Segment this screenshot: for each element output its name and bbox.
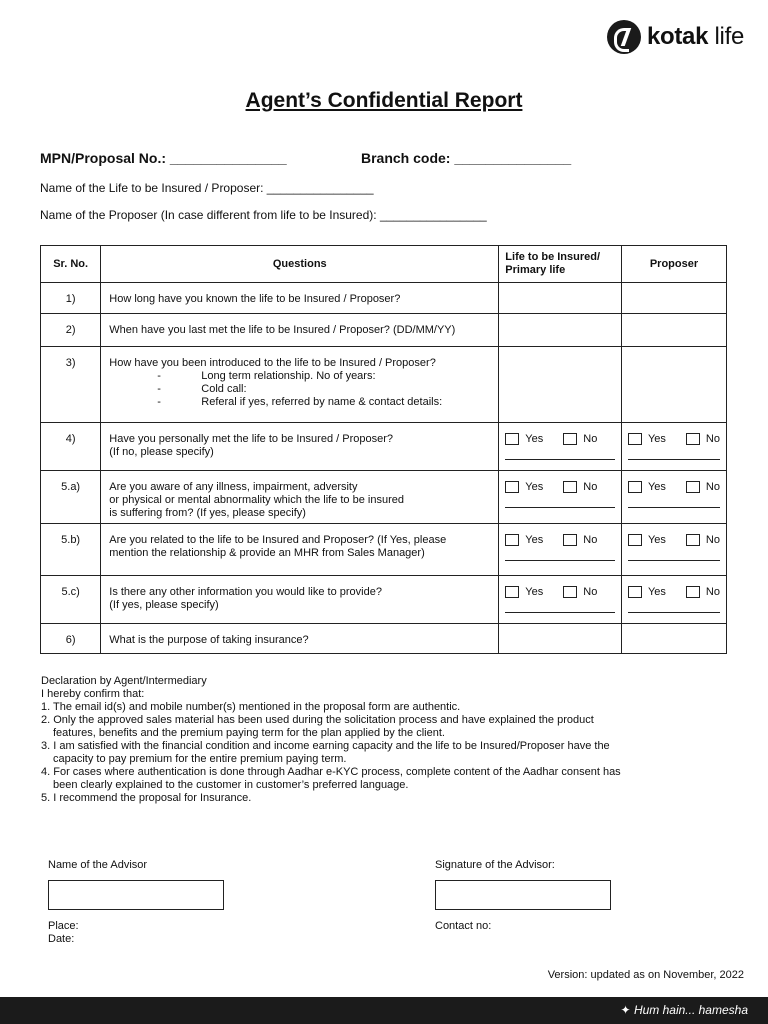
advisor-signature-input[interactable]: [435, 880, 611, 910]
col-sr-no: Sr. No.: [41, 246, 101, 283]
no-checkbox[interactable]: [686, 534, 700, 546]
version-note: Version: updated as on November, 2022: [547, 969, 744, 981]
table-row: 6) What is the purpose of taking insurance?: [41, 624, 727, 654]
table-row: 1) How long have you known the life to be Insured / Proposer?: [41, 283, 727, 314]
answer-cell-life[interactable]: [499, 283, 622, 314]
answer-cell-life[interactable]: [499, 314, 622, 347]
no-checkbox[interactable]: [563, 433, 577, 445]
yes-checkbox[interactable]: [628, 481, 642, 493]
answer-cell-proposer[interactable]: [621, 624, 726, 654]
tagline: ✦ Hum hain... hamesha: [620, 1003, 748, 1017]
table-row: 5.c) Is there any other information you would like to provide? (If yes, please specify) Yes No Yes No: [41, 576, 727, 624]
advisor-name-label: Name of the Advisor: [48, 859, 148, 871]
yes-checkbox[interactable]: [628, 433, 642, 445]
mpn-field[interactable]: MPN/Proposal No.: _______________: [40, 150, 287, 166]
table-row: 3) How have you been introduced to the life to be Insured / Proposer? - Long term relationship. No of years: - Cold call: - Referal if yes, referred by name & contact details:: [41, 347, 727, 423]
life-insured-field[interactable]: Name of the Life to be Insured / Proposer: ________________: [40, 181, 374, 195]
specify-line[interactable]: [505, 507, 615, 508]
answer-cell-life[interactable]: [499, 347, 622, 423]
answer-cell-proposer[interactable]: [621, 283, 726, 314]
table-row: 5.a) Are you aware of any illness, impairment, adversity or physical or mental abnormality which the life to be insured is suffering from? (If yes, please specify) Yes No Yes No: [41, 471, 727, 524]
no-checkbox[interactable]: [686, 433, 700, 445]
no-checkbox[interactable]: [686, 586, 700, 598]
col-proposer: Proposer: [621, 246, 726, 283]
advisor-name-input[interactable]: [48, 880, 224, 910]
specify-line[interactable]: [628, 560, 720, 561]
branch-code-field[interactable]: Branch code: _______________: [361, 150, 572, 166]
table-row: 2) When have you last met the life to be Insured / Proposer? (DD/MM/YY): [41, 314, 727, 347]
specify-line[interactable]: [628, 507, 720, 508]
logo-wordmark: kotak life: [646, 23, 744, 50]
yes-checkbox[interactable]: [505, 481, 519, 493]
no-checkbox[interactable]: [563, 481, 577, 493]
kotak-logo-icon: [607, 20, 641, 54]
date-label[interactable]: Date:: [48, 933, 75, 945]
specify-line[interactable]: [628, 459, 720, 460]
brand-logo: [607, 20, 744, 54]
no-checkbox[interactable]: [563, 534, 577, 546]
figure-icon: ✦: [620, 1003, 631, 1017]
yes-checkbox[interactable]: [628, 534, 642, 546]
col-life-insured: Life to be Insured/ Primary life: [499, 246, 622, 283]
place-label[interactable]: Place:: [48, 920, 79, 932]
specify-line[interactable]: [628, 612, 720, 613]
yes-checkbox[interactable]: [505, 433, 519, 445]
answer-cell-life[interactable]: [499, 624, 622, 654]
specify-line[interactable]: [505, 560, 615, 561]
yes-checkbox[interactable]: [505, 534, 519, 546]
questions-table: [40, 245, 727, 654]
answer-cell-proposer[interactable]: [621, 347, 726, 423]
contact-label[interactable]: Contact no:: [435, 920, 492, 932]
specify-line[interactable]: [505, 612, 615, 613]
footer-bar: [0, 997, 768, 1024]
declaration: Declaration by Agent/Intermediary I hereby confirm that: 1. The email id(s) and mobile number(s) mentioned in the proposal form are authentic. 2. Only the approved sales material has been used during the solicitation process and have explained the product features, benefits and the premium paying term for the plan applied by the client. 3. I am satisfied with the financial condition and income earning capacity and the life to be Insured/Proposer have the capacity to pay premium for the entire premium paying term. 4. For cases where authentication is done through Aadhar e-KYC process, complete content of the Aadhar consent has been clearly explained to the customer in customer’s preferred language. 5. I recommend the proposal for Insurance.: [41, 675, 621, 804]
no-checkbox[interactable]: [563, 586, 577, 598]
yes-checkbox[interactable]: [505, 586, 519, 598]
advisor-signature-label: Signature of the Advisor:: [435, 859, 555, 871]
table-row: 4) Have you personally met the life to be Insured / Proposer? (If no, please specify) Yes No Yes No: [41, 423, 727, 471]
col-questions: Questions: [101, 246, 499, 283]
page-title: Agent’s Confidential Report: [245, 89, 523, 112]
table-row: 5.b) Are you related to the life to be Insured and Proposer? (If Yes, please mention the relationship & provide an MHR from Sales Manager) Yes No Yes No: [41, 524, 727, 576]
proposer-field[interactable]: Name of the Proposer (In case different from life to be Insured): ________________: [40, 208, 487, 222]
answer-cell-proposer[interactable]: [621, 314, 726, 347]
yes-checkbox[interactable]: [628, 586, 642, 598]
specify-line[interactable]: [505, 459, 615, 460]
no-checkbox[interactable]: [686, 481, 700, 493]
